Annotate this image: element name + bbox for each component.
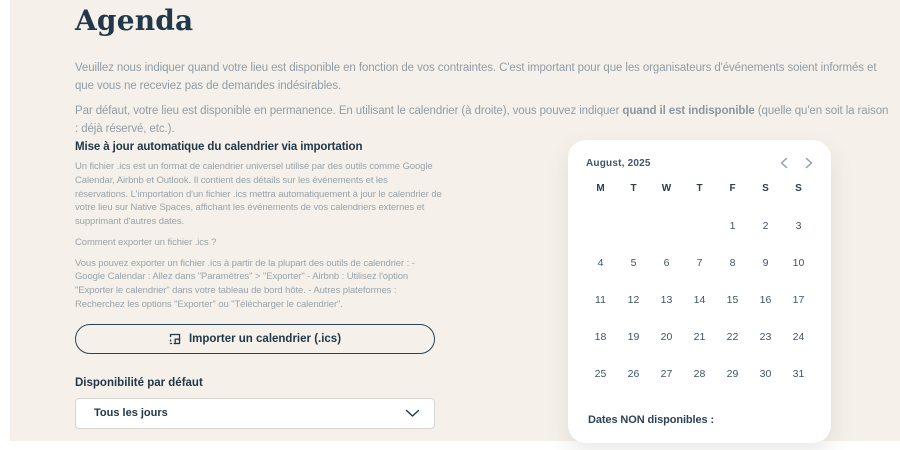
calendar-day[interactable]: 6: [663, 256, 670, 269]
import-frame-icon: [169, 333, 181, 345]
calendar-day-empty: [584, 207, 617, 244]
calendar-day[interactable]: 10: [792, 256, 805, 269]
chevron-right-icon: [805, 157, 813, 169]
calendar-day[interactable]: 25: [594, 367, 607, 380]
calendar-day[interactable]: 16: [759, 293, 772, 306]
default-availability-label: Disponibilité par défaut: [75, 376, 203, 389]
import-section: [75, 141, 443, 429]
next-month-button[interactable]: [805, 157, 813, 169]
calendar-day[interactable]: 14: [693, 293, 706, 306]
calendar-day[interactable]: 19: [627, 330, 640, 343]
calendar-day[interactable]: 7: [696, 256, 703, 269]
export-help-text: Vous pouvez exporter un fichier .ics à partir de la plupart des outils de calendrier : - Google Calendar : Allez dans "Paramètres" > "Exporter" - Airbnb : Utilisez l'option "Exporter le calendrier" dans votre tableau de bord hôte. - Autres plateformes : Recherchez les options "Exporter" ou "Télécharger le calendrier".: [75, 257, 415, 310]
availability-calendar: [568, 140, 831, 443]
import-calendar-button-label: Importer un calendrier (.ics): [188, 332, 342, 345]
calendar-day[interactable]: 4: [597, 256, 604, 269]
day-header: M: [596, 183, 605, 194]
calendar-nav: [780, 157, 813, 169]
calendar-day[interactable]: 31: [792, 367, 805, 380]
calendar-day[interactable]: 5: [630, 256, 637, 269]
day-header: S: [762, 183, 769, 194]
calendar-day[interactable]: 8: [729, 256, 736, 269]
selected-availability-value: Tous les jours: [94, 407, 168, 420]
calendar-day[interactable]: 11: [595, 293, 606, 306]
day-header: W: [661, 183, 672, 194]
calendar-day[interactable]: 15: [726, 293, 739, 306]
calendar-day-empty: [650, 207, 683, 244]
calendar-day[interactable]: 12: [627, 293, 640, 306]
calendar-day[interactable]: 23: [759, 330, 772, 343]
calendar-day[interactable]: 24: [792, 330, 805, 343]
intro-paragraph-2: [75, 102, 893, 139]
calendar-day[interactable]: 21: [693, 330, 706, 343]
day-header: T: [630, 183, 637, 194]
calendar-day[interactable]: 1: [729, 219, 736, 232]
calendar-day[interactable]: 17: [792, 293, 805, 306]
import-calendar-button[interactable]: [75, 324, 435, 354]
intro-p2-bold: quand il est indisponible: [622, 104, 755, 117]
calendar-day[interactable]: 3: [795, 219, 802, 232]
calendar-day[interactable]: 29: [726, 367, 739, 380]
chevron-left-icon: [780, 157, 788, 169]
day-header: T: [696, 183, 703, 194]
day-header: F: [729, 183, 736, 194]
prev-month-button[interactable]: [780, 157, 788, 169]
calendar-grid: [584, 170, 815, 392]
calendar-month-label: August, 2025: [586, 157, 651, 169]
day-header: S: [795, 183, 802, 194]
intro-p2-text-after: (quelle qu'en soit la raison : déjà réservé, etc.).: [75, 104, 889, 135]
calendar-day[interactable]: 9: [762, 256, 769, 269]
intro-paragraph-1: Veuillez nous indiquer quand votre lieu est disponible en fonction de vos contraintes. C'est important pour que les organisateurs d'événements soient informés et que vous ne receviez pas de demandes indésirables.: [75, 61, 877, 92]
calendar-day[interactable]: 26: [627, 367, 640, 380]
how-to-export-text: Comment exporter un fichier .ics ?: [75, 236, 217, 248]
intro-p2-text: Par défaut, votre lieu est disponible en permanence. En utilisant le calendrier (à droite), vous pouvez indiquer: [75, 104, 623, 117]
calendar-day[interactable]: 30: [759, 367, 772, 380]
import-section-heading: Mise à jour automatique du calendrier via importation: [75, 141, 363, 153]
chevron-down-icon: [405, 409, 420, 418]
calendar-day[interactable]: 22: [726, 330, 739, 343]
import-section-body: Un fichier .ics est un format de calendrier universel utilisé par des outils comme Google Calendar, Airbnb et Outlook. Il contient des détails sur les événements et les réservations. L'importation d'un fichier .ics mettra automatiquement à jour le calendrier de votre lieu sur Native Spaces, affichant les événements de vos calendriers externes et supprimant d'autres dates.: [75, 161, 442, 228]
calendar-day[interactable]: 20: [660, 330, 673, 343]
calendar-day-empty: [617, 207, 650, 244]
unavailable-dates-label: Dates NON disponibles :: [588, 414, 715, 426]
default-availability-select[interactable]: [75, 398, 435, 429]
calendar-day[interactable]: 28: [693, 367, 706, 380]
calendar-day[interactable]: 13: [660, 293, 673, 306]
calendar-day[interactable]: 18: [594, 330, 607, 343]
calendar-day-empty: [683, 207, 716, 244]
calendar-day[interactable]: 27: [660, 367, 673, 380]
calendar-header: [584, 156, 815, 170]
page-title: Agenda: [75, 4, 194, 37]
calendar-day[interactable]: 2: [762, 219, 769, 232]
